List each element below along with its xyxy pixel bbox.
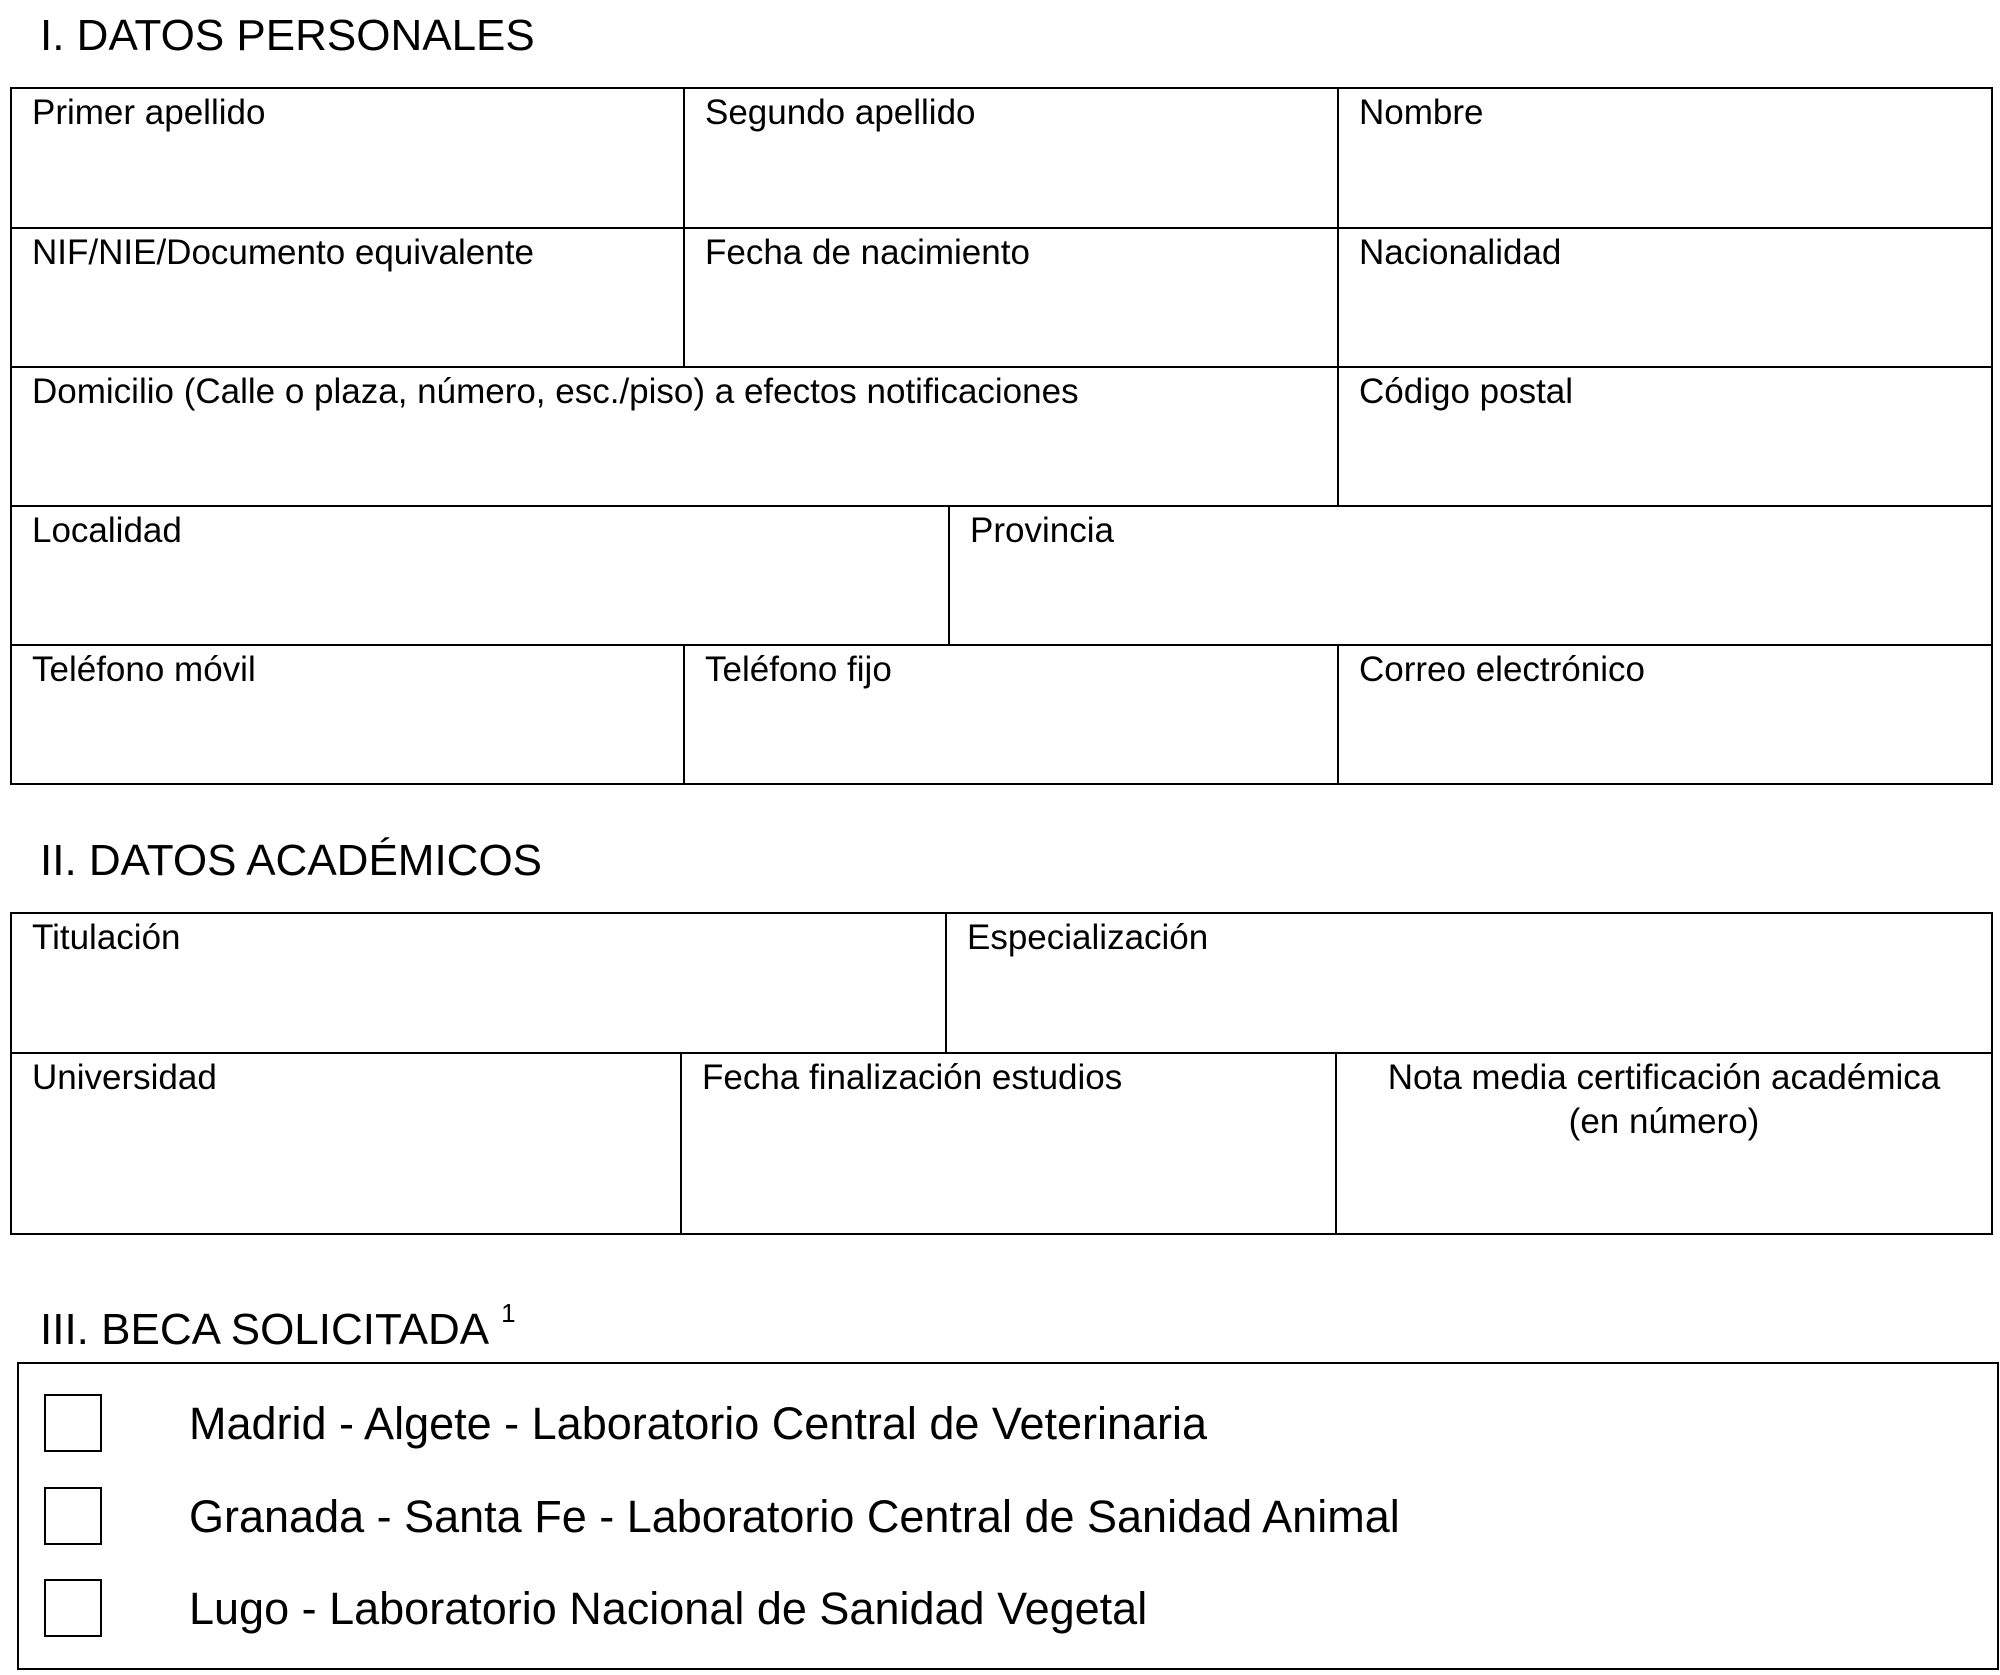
beca-option-label: Madrid - Algete - Laboratorio Central de Veterinaria bbox=[189, 1398, 1208, 1449]
footnote-marker: 1 bbox=[501, 1298, 516, 1328]
telefono-movil-label: Teléfono móvil bbox=[32, 650, 256, 689]
documento-label: NIF/NIE/Documento equivalente bbox=[32, 233, 534, 272]
telefono-movil-field[interactable] bbox=[12, 646, 685, 783]
nota-media-label-line2: (en número) bbox=[1568, 1102, 1760, 1141]
titulacion-field[interactable] bbox=[12, 914, 947, 1054]
segundo-apellido-field[interactable] bbox=[685, 89, 1339, 229]
datos-personales-table bbox=[10, 87, 1993, 785]
beca-option bbox=[19, 1487, 1997, 1549]
telefono-fijo-label: Teléfono fijo bbox=[705, 650, 892, 689]
beca-checkbox-madrid[interactable] bbox=[44, 1394, 102, 1452]
beca-options-box bbox=[17, 1362, 1999, 1670]
provincia-field[interactable] bbox=[950, 507, 1991, 646]
section-title-datos-academicos: II. DATOS ACADÉMICOS bbox=[40, 836, 543, 885]
beca-checkbox-granada[interactable] bbox=[44, 1487, 102, 1545]
nota-media-field[interactable] bbox=[1337, 1054, 1991, 1233]
especializacion-label: Especialización bbox=[967, 918, 1209, 957]
universidad-label: Universidad bbox=[32, 1058, 217, 1097]
localidad-field[interactable] bbox=[12, 507, 950, 646]
beca-option-label: Granada - Santa Fe - Laboratorio Central de Sanidad Animal bbox=[189, 1491, 1400, 1542]
nacionalidad-label: Nacionalidad bbox=[1359, 233, 1562, 272]
telefono-fijo-field[interactable] bbox=[685, 646, 1339, 783]
fecha-nacimiento-label: Fecha de nacimiento bbox=[705, 233, 1030, 272]
correo-field[interactable] bbox=[1339, 646, 1991, 783]
titulacion-label: Titulación bbox=[32, 918, 181, 957]
segundo-apellido-label: Segundo apellido bbox=[705, 93, 976, 132]
primer-apellido-label: Primer apellido bbox=[32, 93, 266, 132]
fecha-finalizacion-label: Fecha finalización estudios bbox=[702, 1058, 1123, 1097]
documento-field[interactable] bbox=[12, 229, 685, 368]
especializacion-field[interactable] bbox=[947, 914, 1991, 1054]
datos-academicos-table bbox=[10, 912, 1993, 1235]
beca-option bbox=[19, 1394, 1997, 1456]
nacionalidad-field[interactable] bbox=[1339, 229, 1991, 368]
domicilio-field[interactable] bbox=[12, 368, 1339, 507]
fecha-nacimiento-field[interactable] bbox=[685, 229, 1339, 368]
nombre-label: Nombre bbox=[1359, 93, 1484, 132]
fecha-finalizacion-field[interactable] bbox=[682, 1054, 1337, 1233]
beca-option bbox=[19, 1579, 1997, 1641]
localidad-label: Localidad bbox=[32, 511, 182, 550]
nota-media-label-line1: Nota media certificación académica bbox=[1387, 1058, 1941, 1097]
domicilio-label: Domicilio (Calle o plaza, número, esc./piso) a efectos notificaciones bbox=[32, 372, 1079, 411]
beca-option-label: Lugo - Laboratorio Nacional de Sanidad Vegetal bbox=[189, 1583, 1148, 1634]
codigo-postal-field[interactable] bbox=[1339, 368, 1991, 507]
universidad-field[interactable] bbox=[12, 1054, 682, 1233]
beca-checkbox-lugo[interactable] bbox=[44, 1579, 102, 1637]
section-title-beca-solicitada bbox=[40, 1287, 516, 1356]
correo-label: Correo electrónico bbox=[1359, 650, 1645, 689]
provincia-label: Provincia bbox=[970, 511, 1114, 550]
primer-apellido-field[interactable] bbox=[12, 89, 685, 229]
section-title-datos-personales: I. DATOS PERSONALES bbox=[40, 11, 535, 60]
codigo-postal-label: Código postal bbox=[1359, 372, 1574, 411]
beca-solicitada-title-text: III. BECA SOLICITADA bbox=[40, 1305, 490, 1354]
nombre-field[interactable] bbox=[1339, 89, 1991, 229]
